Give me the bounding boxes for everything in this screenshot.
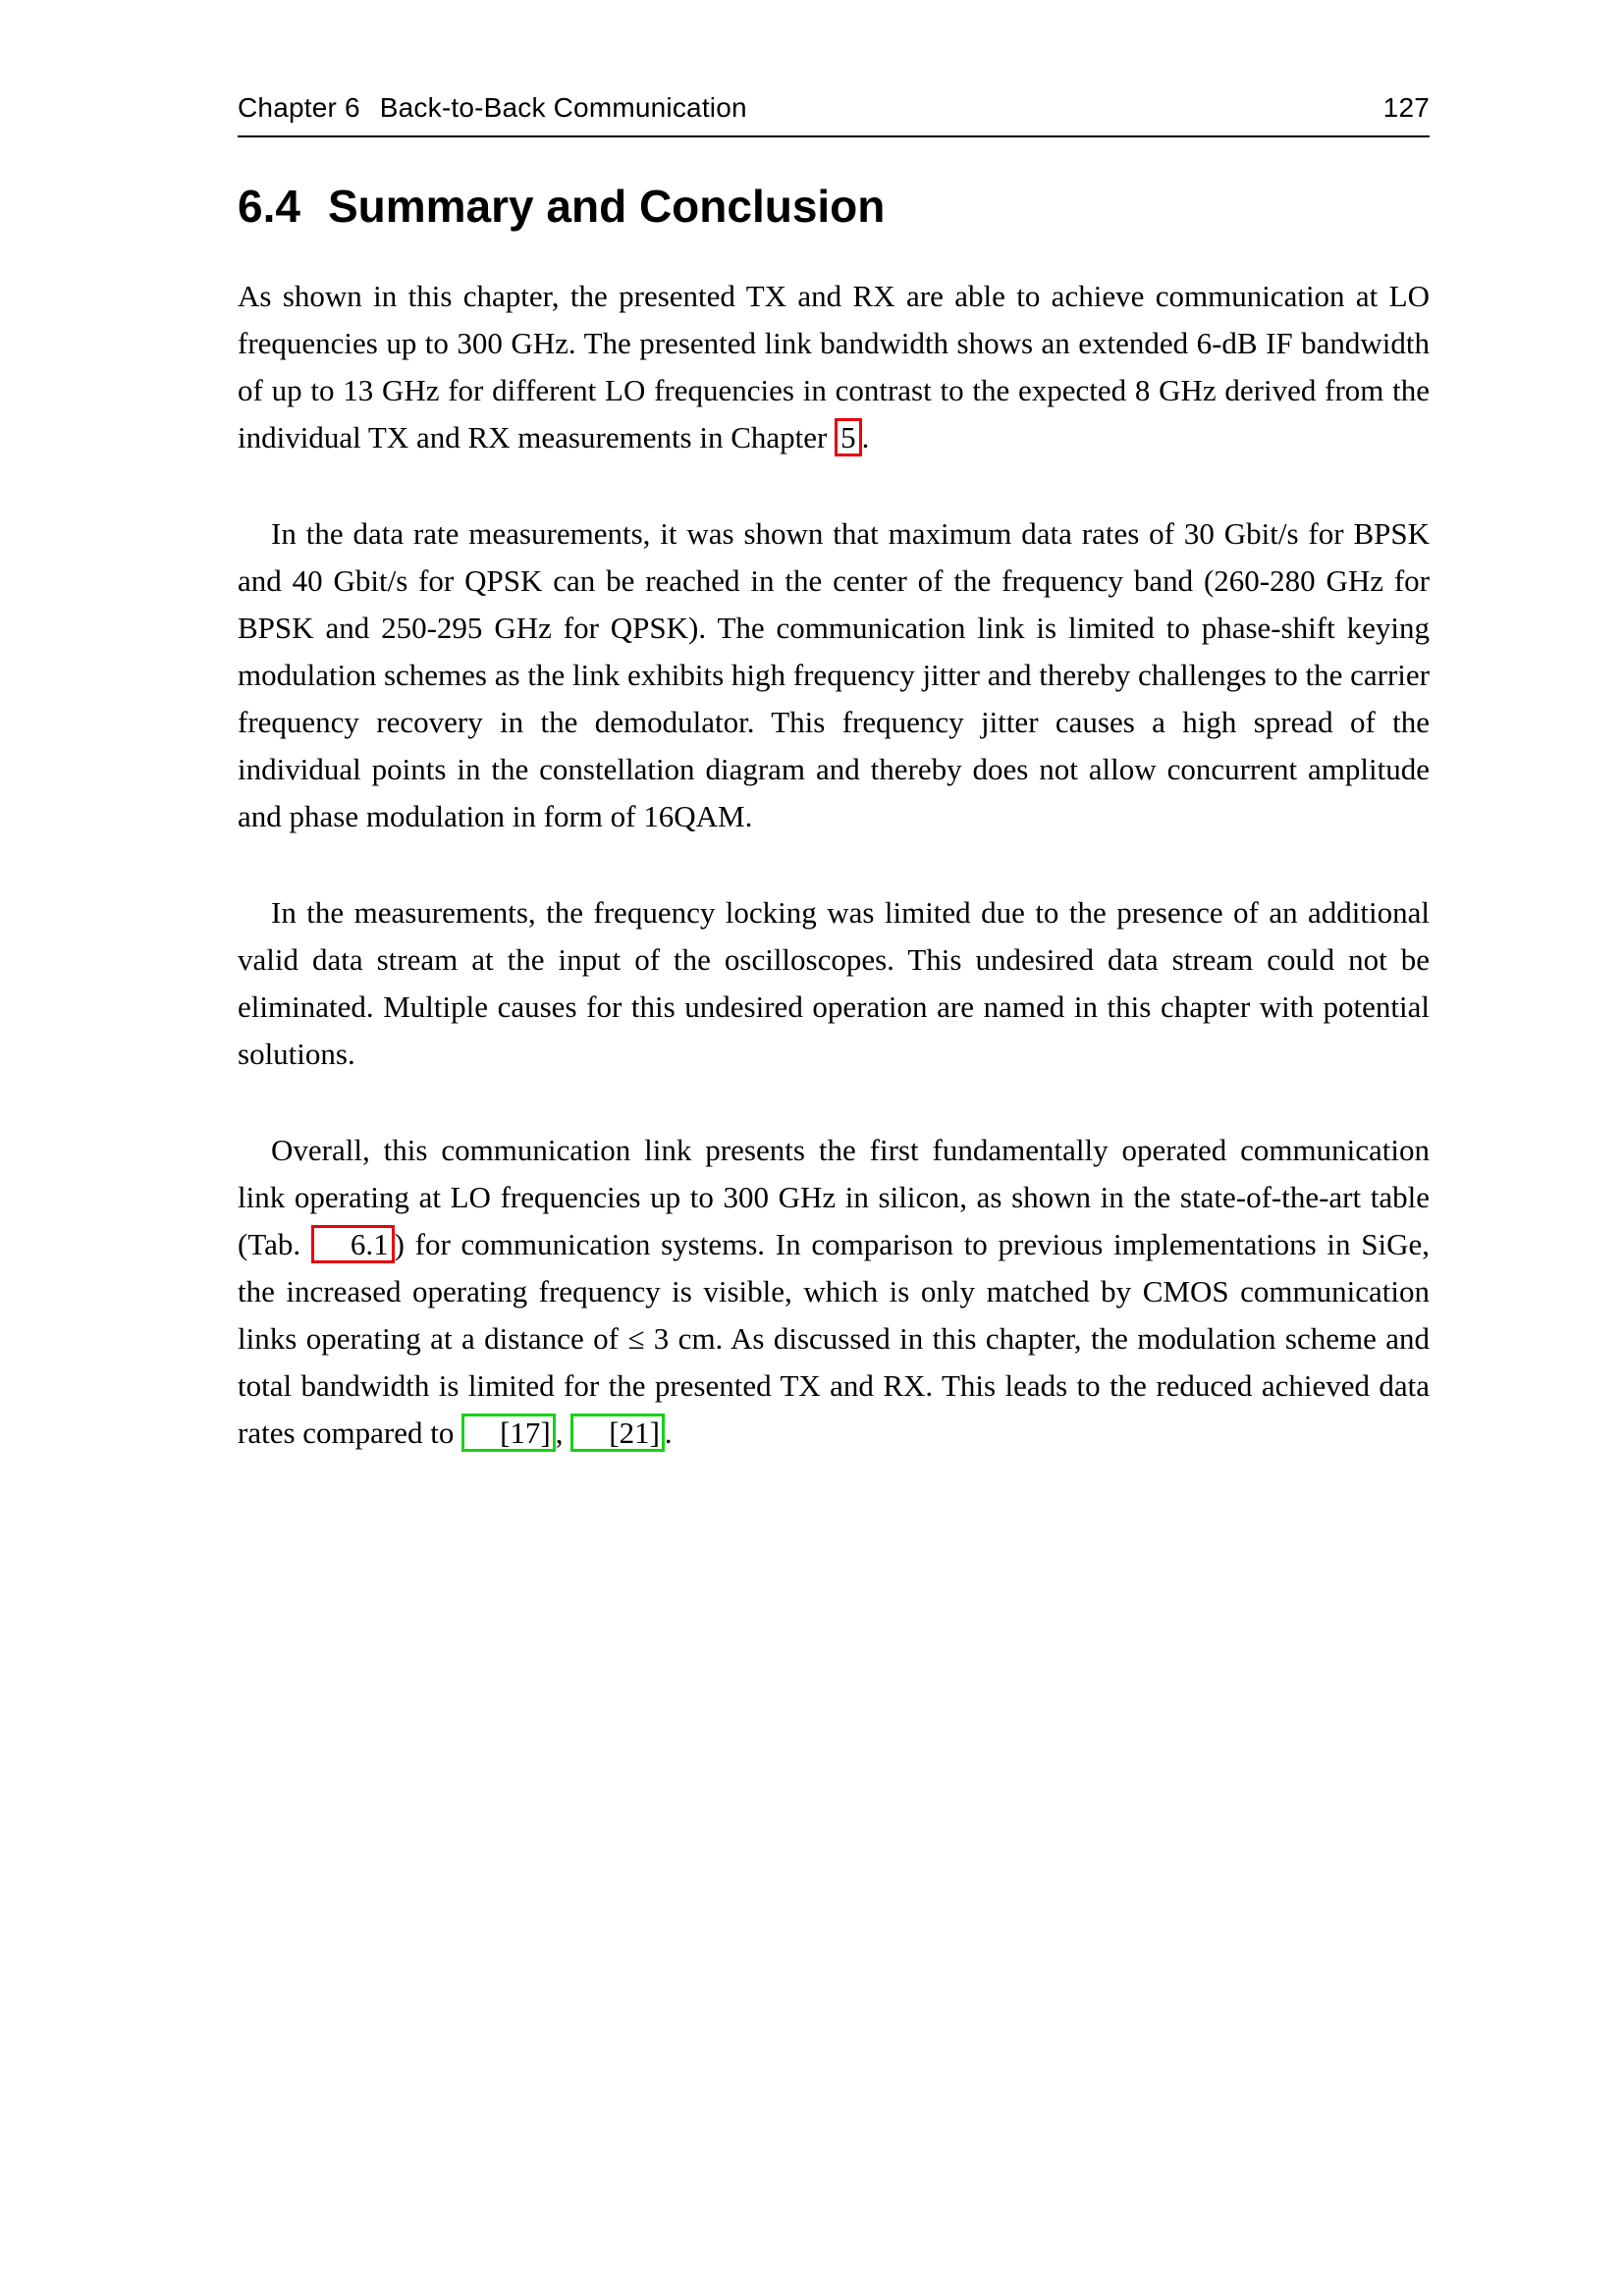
header-chapter-label: Chapter 6: [238, 92, 360, 123]
page-header: [238, 91, 1430, 137]
section-title: Summary and Conclusion: [327, 181, 886, 232]
paragraph-text: Overall, this communication link presents the first fundamentally operated communication link operating at LO frequencies up to 300 GHz in silicon, as shown in the state-of-the-art table (Tab.: [238, 1133, 1430, 1261]
citation-21-link[interactable]: [21]: [570, 1414, 665, 1452]
paragraph: [238, 273, 1430, 461]
paragraph: [238, 889, 1430, 1078]
paragraph-text: As shown in this chapter, the presented TX and RX are able to achieve communication at LO frequencies up to 300 GHz. The presented link bandwidth shows an extended 6-dB IF bandwidth of up to 13 GHz for different LO frequencies in contrast to the expected 8 GHz derived from the individual TX and RX measurements in Chapter: [238, 279, 1430, 454]
section-number: 6.4: [238, 181, 300, 232]
citation-17-link[interactable]: [17]: [461, 1414, 556, 1452]
section-heading: [238, 180, 885, 233]
header-chapter-title: Back-to-Back Communication: [379, 92, 747, 123]
body-text: [238, 273, 1430, 1457]
paragraph-text: In the data rate measurements, it was shown that maximum data rates of 30 Gbit/s for BPSK and 40 Gbit/s for QPSK can be reached in the center of the frequency band (260-280 GHz for BPSK and 250-295 GHz for QPSK). The communication link is limited to phase-shift keying modulation schemes as the link exhibits high frequency jitter and thereby challenges to the carrier frequency recovery in the demodulator. This frequency jitter causes a high spread of the individual points in the constellation diagram and thereby does not allow concurrent amplitude and phase modulation in form of 16QAM.: [238, 516, 1430, 833]
paragraph-text: In the measurements, the frequency locking was limited due to the presence of an additional valid data stream at the input of the oscilloscopes. This undesired data stream could not be eliminated. Multiple causes for this undesired operation are named in this chapter with potential solutions.: [238, 895, 1430, 1071]
paragraph: [238, 510, 1430, 840]
chapter-5-link[interactable]: 5: [835, 418, 862, 456]
page-number: 127: [1382, 92, 1430, 123]
paragraph-text: ,: [555, 1415, 571, 1450]
paragraph: [238, 1127, 1430, 1457]
header-left: [238, 91, 747, 124]
paragraph-text: .: [664, 1415, 673, 1450]
table-6-1-link[interactable]: 6.1: [311, 1225, 395, 1263]
paragraph-text: ) for communication systems. In comparison to previous implementations in SiGe, the increased operating frequency is visible, which is only matched by CMOS communication links operating at a distance of ≤ 3 cm. As discussed in this chapter, the modulation scheme and total bandwidth is limited for the presented TX and RX. This leads to the reduced achieved data rates compared to: [238, 1227, 1430, 1450]
paragraph-text: .: [861, 420, 870, 454]
